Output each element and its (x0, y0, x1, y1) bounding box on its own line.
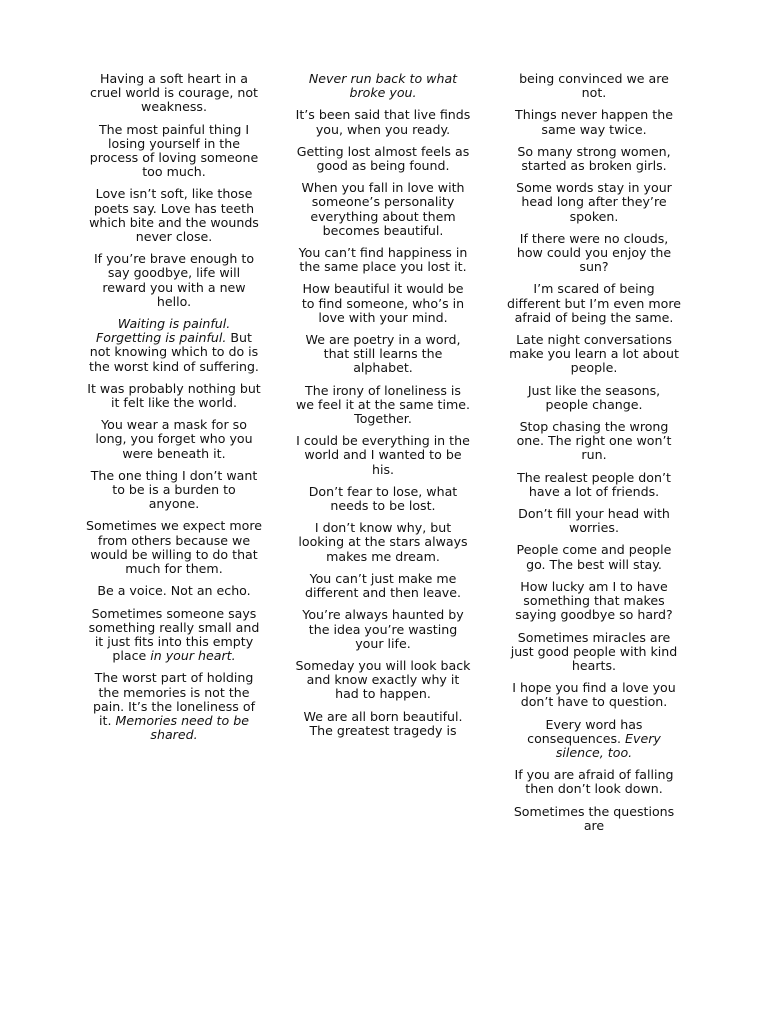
quote-text: The worst part of holding the memories is not the pain. It’s the loneliness of it. (92, 670, 255, 728)
quote-text: Someday you will look back and know exactly why it had to happen. (295, 657, 471, 702)
quote-text: being convinced we are not. (519, 71, 669, 101)
quote-paragraph (295, 333, 471, 376)
quote-text: You can’t just make me different and then leave. (304, 570, 461, 601)
quote-text: Be a voice. Not an echo. (97, 583, 251, 599)
quote-text: Sometimes the questions are (513, 803, 675, 833)
quote-text-italic: in your heart. (150, 648, 236, 664)
quote-paragraph (506, 333, 682, 376)
quote-paragraph (295, 434, 471, 477)
quote-text-italic: Waiting is painful. Forgetting is painful. (96, 316, 231, 346)
quote-paragraph (295, 181, 471, 238)
quote-text: Having a soft heart in a cruel world is courage, not weakness. (90, 71, 258, 115)
quote-text: It’s been said that live finds you, when you ready. (295, 107, 471, 137)
quote-text: So many strong women, started as broken girls. (517, 143, 671, 174)
quote-text-italic: Memories need to be shared. (115, 712, 249, 743)
quote-text: The one thing I don’t want to be is a burden to anyone. (90, 467, 258, 512)
quote-paragraph (86, 607, 262, 664)
quote-paragraph (86, 469, 262, 512)
quote-paragraph (506, 580, 682, 623)
quote-paragraph (506, 805, 682, 833)
quote-text: Don’t fear to lose, what needs to be lost. (308, 483, 458, 514)
quote-column-2 (295, 72, 471, 746)
quote-text: It was probably nothing but it felt like the world. (87, 380, 261, 411)
quote-paragraph (506, 631, 682, 674)
quote-text: You can’t find happiness in the same place you lost it. (298, 245, 468, 275)
quote-text: You wear a mask for so long, you forget who you were beneath it. (95, 417, 253, 461)
quote-paragraph (506, 72, 682, 100)
quote-paragraph (86, 671, 262, 742)
quote-paragraph (295, 72, 471, 100)
quote-paragraph (295, 521, 471, 564)
quote-paragraph (295, 572, 471, 600)
quote-text: We are all born beautiful. The greatest tragedy is (303, 708, 463, 738)
quote-text: I don’t know why, but looking at the stars always makes me dream. (298, 520, 468, 564)
quote-text: But not knowing which to do is the worst kind of suffering. (89, 330, 259, 374)
quote-paragraph (295, 485, 471, 513)
quote-text: How lucky am I to have something that makes saying goodbye so hard? (515, 578, 673, 623)
quote-text: I hope you find a love you don’t have to question. (512, 680, 676, 710)
quote-paragraph (295, 608, 471, 651)
quote-text: Sometimes someone says something really small and it just fits into this empty place (88, 605, 260, 664)
quote-paragraph (86, 317, 262, 374)
quote-paragraph (506, 232, 682, 275)
quote-paragraph (506, 543, 682, 571)
quote-paragraph (295, 145, 471, 173)
quote-paragraph (86, 382, 262, 410)
quote-paragraph (295, 659, 471, 702)
quote-paragraph (295, 246, 471, 274)
quote-text: Don’t fill your head with worries. (518, 506, 670, 536)
quote-text: Just like the seasons, people change. (527, 382, 661, 412)
quote-column-3 (506, 72, 682, 841)
quote-paragraph (506, 145, 682, 173)
quote-paragraph (295, 384, 471, 427)
quote-text: Things never happen the same way twice. (515, 107, 673, 137)
quote-paragraph (86, 418, 262, 461)
quote-text: If there were no clouds, how could you enjoy the sun? (516, 230, 672, 275)
quote-text: Sometimes miracles are just good people with kind hearts. (510, 629, 678, 673)
quote-text: Late night conversations make you learn a lot about people. (509, 332, 679, 376)
quote-text: If you are afraid of falling then don’t look down. (514, 767, 674, 797)
quote-text: You’re always haunted by the idea you’re wasting your life. (302, 607, 464, 651)
quote-text: When you fall in love with someone’s personality everything about them becomes beautiful. (301, 180, 465, 238)
quote-paragraph (506, 108, 682, 136)
quote-text: The realest people don’t have a lot of friends. (517, 469, 671, 499)
quote-text: The most painful thing I losing yourself in the process of loving someone too much. (89, 121, 259, 180)
quote-text-italic: Every silence, too. (555, 730, 661, 760)
quote-text: Love isn’t soft, like those poets say. Love has teeth which bite and the wounds never close. (89, 186, 259, 245)
quote-text: The irony of loneliness is we feel it at the same time. Together. (295, 382, 470, 427)
quote-paragraph (506, 471, 682, 499)
quote-paragraph (86, 584, 262, 598)
quote-paragraph (506, 420, 682, 463)
quote-paragraph (295, 710, 471, 738)
quote-paragraph (86, 187, 262, 244)
quote-paragraph (295, 108, 471, 136)
quote-paragraph (506, 384, 682, 412)
quote-paragraph (86, 72, 262, 115)
quote-paragraph (86, 123, 262, 180)
quote-paragraph (295, 282, 471, 325)
quote-text: I could be everything in the world and I wanted to be his. (296, 433, 470, 477)
quote-text: Every word has consequences. (527, 716, 643, 746)
quote-text-italic: Never run back to what broke you. (308, 71, 458, 101)
quote-paragraph (506, 681, 682, 709)
quote-paragraph (506, 768, 682, 796)
quote-text: If you’re brave enough to say goodbye, life will reward you with a new hello. (93, 251, 255, 309)
quote-paragraph (506, 718, 682, 761)
quote-text: People come and people go. The best will stay. (516, 542, 672, 572)
quote-text: We are poetry in a word, that still learns the alphabet. (305, 332, 461, 376)
quote-paragraph (506, 181, 682, 224)
quote-paragraph (86, 519, 262, 576)
quote-text: Some words stay in your head long after they’re spoken. (516, 180, 672, 224)
quote-text: Sometimes we expect more from others because we would be willing to do that much for them. (86, 518, 262, 577)
quote-text: I’m scared of being different but I’m even more afraid of being the same. (507, 281, 681, 325)
quote-paragraph (86, 252, 262, 309)
quote-text: Getting lost almost feels as good as being found. (296, 143, 470, 174)
quote-text: Stop chasing the wrong one. The right one won’t run. (516, 419, 672, 463)
quote-paragraph (506, 282, 682, 325)
quote-column-1 (86, 72, 262, 750)
quote-paragraph (506, 507, 682, 535)
quote-text: How beautiful it would be to find someone, who’s in love with your mind. (301, 281, 465, 325)
